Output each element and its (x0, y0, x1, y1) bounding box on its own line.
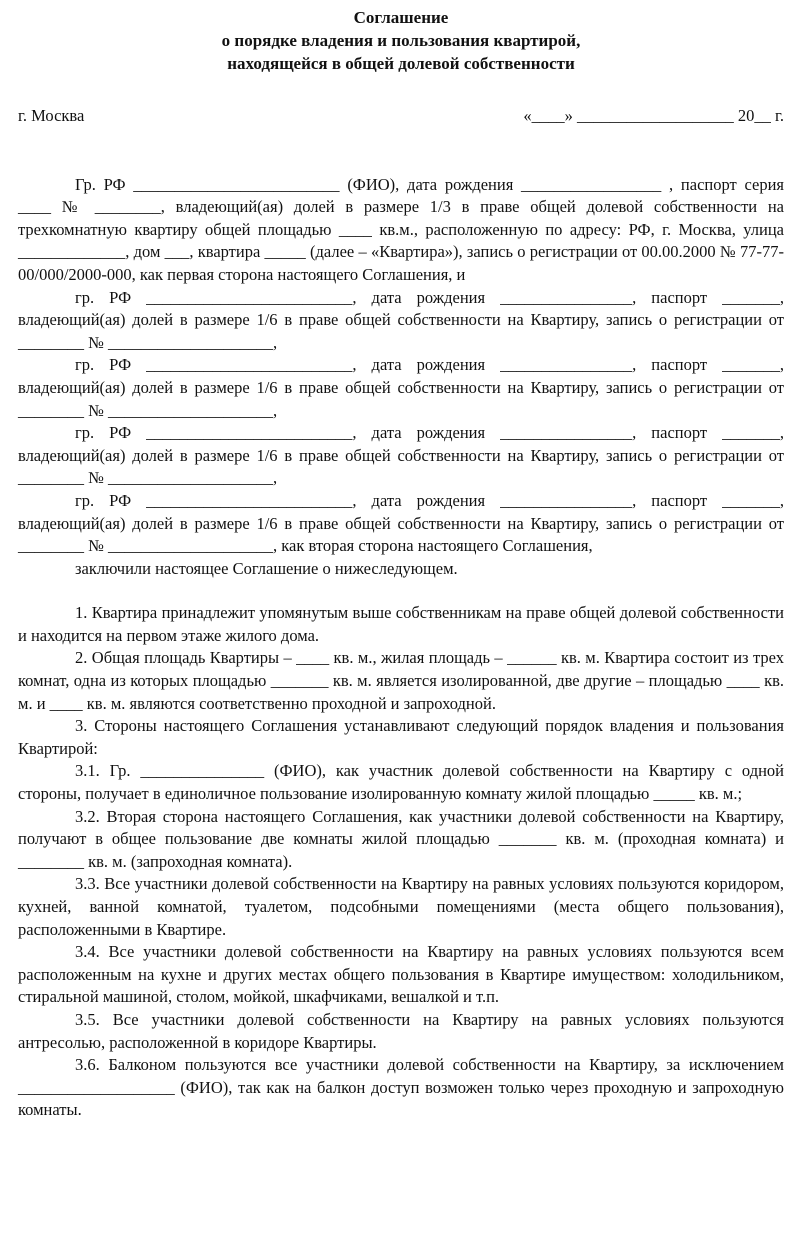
date-field: «____» ___________________ 20__ г. (523, 106, 784, 125)
clause: 3.3. Все участники долевой собственности на Квартиру на равных условиях пользуются коридором, кухней, ванной комнатой, туалетом, подсобными помещениями (места общего пользования), расположенными в Квартире. (18, 874, 784, 939)
party-paragraph: Гр. РФ _________________________ (ФИО), дата рождения _________________ , паспорт серия ____ № ________, владеющий(ая) долей в размере 1/3 в праве общей долевой собственности на трехкомнатную квартиру общей площадью ____ кв.м., расположенную по адресу: РФ, г. Москва, улица _____________, дом ___, квартира _____ (далее – «Квартира»), запись о регистрации от 00.00.2000 № 77-77-00/000/2000-000, как первая сторона настоящего Соглашения, и (18, 174, 784, 284)
clause: 1. Квартира принадлежит упомянутым выше собственникам на праве общей долевой собственности и находится на первом этаже жилого дома. (18, 603, 784, 645)
clause: 3.4. Все участники долевой собственности на Квартиру на равных условиях пользуются всем расположенным на кухне и других местах общего пользования в Квартире имуществом: холодильником, стиральной машиной, столом, мойкой, шкафчиками, вешалкой и т.п. (18, 942, 784, 1007)
clause: 2. Общая площадь Квартиры – ____ кв. м., жилая площадь – ______ кв. м. Квартира состоит из трех комнат, одна из которых площадью _______ кв. м. является изолированной, две другие – площадью ____ кв. м. и ____ кв. м. являются соответственно проходной и запроходной. (18, 648, 784, 713)
spacer (18, 580, 784, 602)
party-paragraph: гр. РФ _________________________, дата рождения ________________, паспорт _______, владеющий(ая) долей в размере 1/6 в праве общей собственности на Квартиру, запись о регистрации от ________ № ____________________, (18, 355, 784, 420)
clause: 3. Стороны настоящего Соглашения устанавливают следующий порядок владения и пользования Квартирой: (18, 716, 784, 758)
document-title (18, 6, 784, 75)
party-paragraph: гр. РФ _________________________, дата рождения ________________, паспорт _______, владеющий(ая) долей в размере 1/6 в праве общей собственности на Квартиру, запись о регистрации от ________ № ____________________, (18, 423, 784, 488)
place-date-row (18, 105, 784, 128)
agreement-statement: заключили настоящее Соглашение о нижеследующем. (75, 558, 458, 578)
party-paragraph: гр. РФ _________________________, дата рождения ________________, паспорт _______, владеющий(ая) долей в размере 1/6 в праве общей собственности на Квартиру, запись о регистрации от ________ № ____________________, (18, 287, 784, 352)
city: г. Москва (18, 106, 85, 125)
clause: 3.1. Гр. _______________ (ФИО), как участник долевой собственности на Квартиру с одной стороны, получает в единоличное пользование изолированную комнату жилой площадью _____ кв. м.; (18, 761, 784, 804)
title-line: Соглашение (353, 8, 449, 27)
clause: 3.6. Балконом пользуются все участники долевой собственности на Квартиру, за исключением ___________________ (ФИО), так как на балкон доступ возможен только через проходную и запроходную комнаты. (18, 1055, 784, 1120)
clause: 3.2. Вторая сторона настоящего Соглашения, как участники долевой собственности на Квартиру, получают в общее пользование две комнаты жилой площадью _______ кв. м. (проходная комната) и ________ кв. м. (запроходная комната). (18, 806, 784, 871)
party-paragraph: гр. РФ _________________________, дата рождения ________________, паспорт _______, владеющий(ая) долей в размере 1/6 в праве общей собственности на Квартиру, запись о регистрации от ________ № ____________________, как вторая сторона настоящего Соглашения, (18, 490, 784, 556)
clause: 3.5. Все участники долевой собственности на Квартиру на равных условиях пользуются антресолью, расположенной в коридоре Квартиры. (18, 1009, 784, 1052)
title-line: находящейся в общей долевой собственности (227, 54, 575, 73)
title-line: о порядке владения и пользования квартирой, (221, 31, 581, 50)
